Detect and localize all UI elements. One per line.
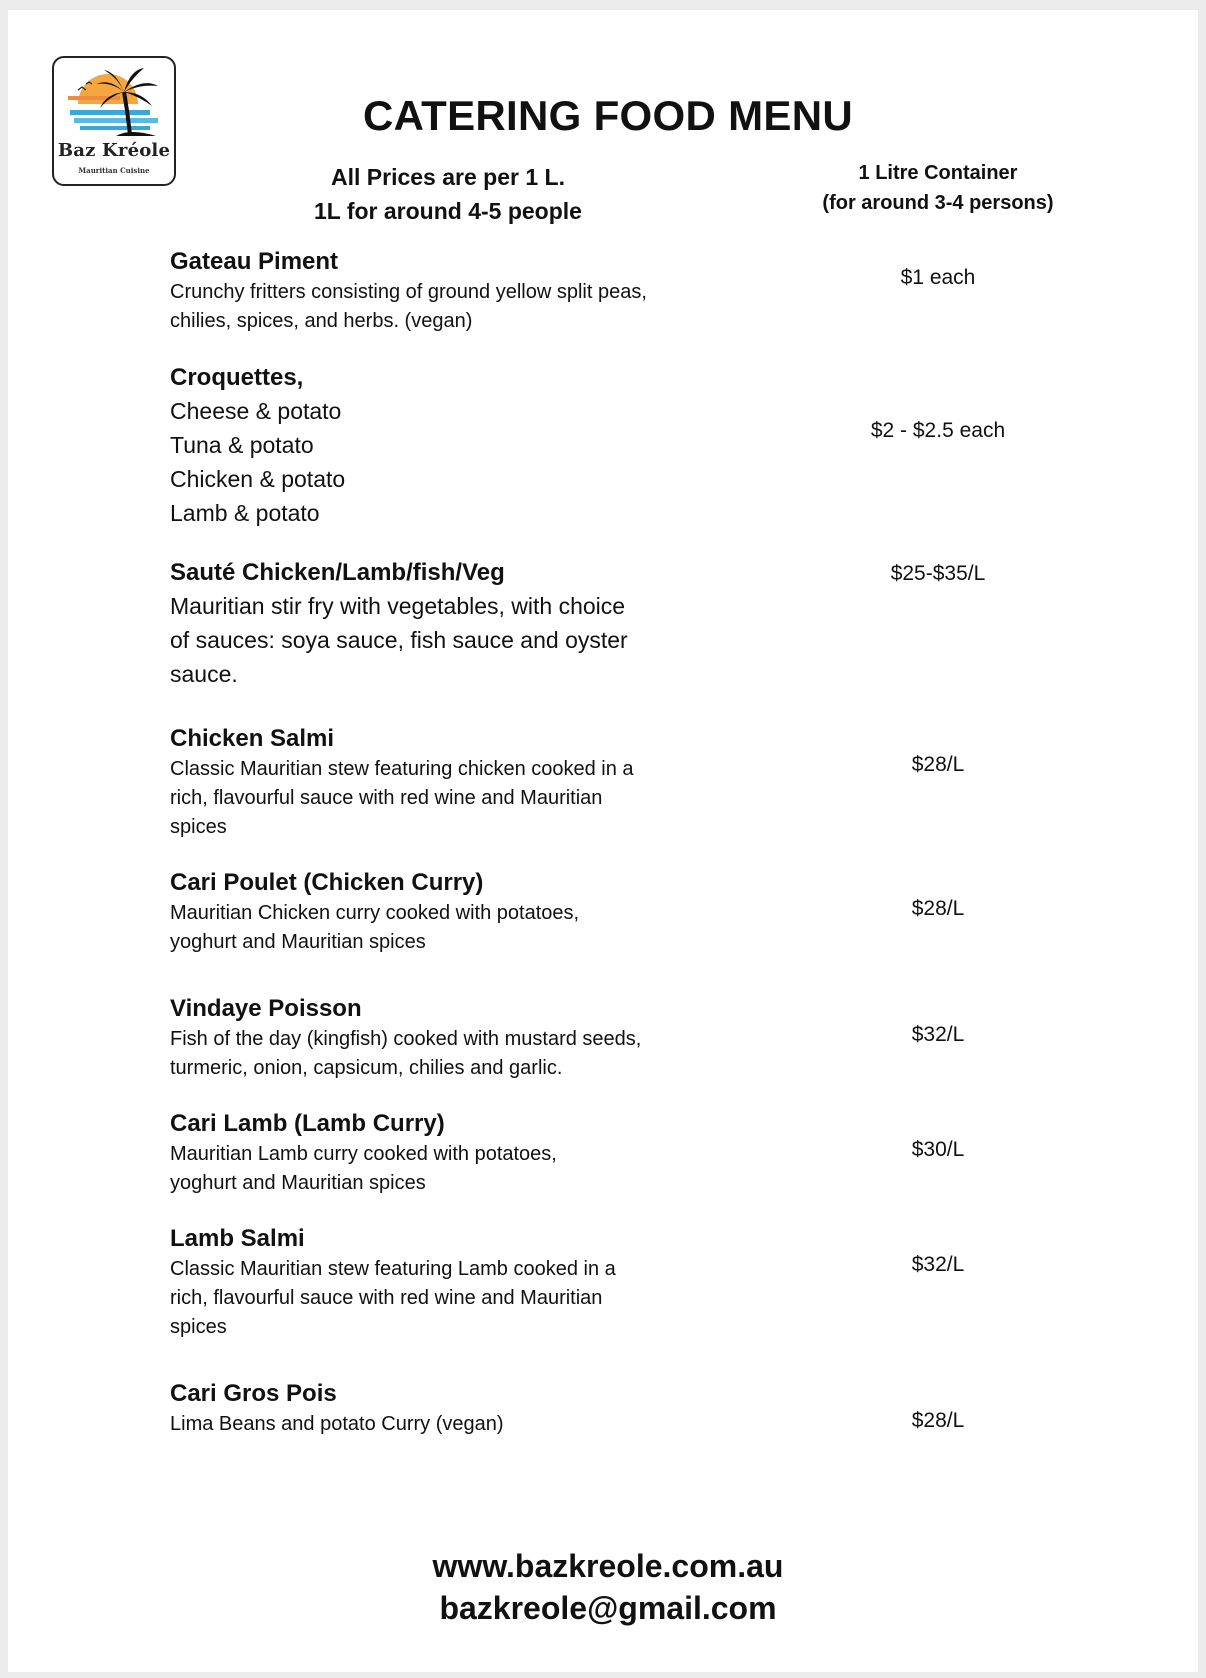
menu-item-name: Gateau Piment [170,248,339,275]
container-note-line2: (for around 3-4 persons) [822,192,1054,214]
menu-item [170,1108,730,1198]
palm-sunset-icon [64,66,164,142]
menu-page [8,10,1198,1672]
logo-brand: Baz Kréole [57,140,171,161]
container-note [778,158,1098,218]
website-link[interactable]: www.bazkreole.com.au [432,1548,784,1584]
container-note-line1: 1 Litre Container [858,162,1018,184]
menu-item-desc: Mauritian stir fry with vegetables, with choice of sauces: soya sauce, fish sauce and oyster sauce. [170,593,628,687]
menu-item-desc: Classic Mauritian stew featuring Lamb cooked in a rich, flavourful sauce with red wine and Mauritian spices [170,1258,616,1338]
menu-item-price: $32/L [911,1253,965,1276]
menu-item [170,867,730,957]
menu-item-price: $25-$35/L [890,562,986,585]
email-link[interactable]: bazkreole@gmail.com [439,1590,777,1626]
menu-item-price: $28/L [911,1409,965,1432]
menu-item-name: Cari Poulet (Chicken Curry) [170,869,484,896]
menu-item-price: $1 each [900,266,976,289]
menu-item [170,362,730,530]
menu-item-name: Chicken Salmi [170,725,335,752]
menu-item [170,557,730,691]
menu-item-price: $28/L [911,753,965,776]
menu-item-price: $32/L [911,1023,965,1046]
menu-item-desc: Lima Beans and potato Curry (vegan) [170,1413,504,1435]
menu-item-name: Croquettes, [170,364,304,391]
menu-item-name: Cari Gros Pois [170,1380,337,1407]
menu-item [170,723,730,842]
menu-item [170,1223,730,1342]
pricing-note [268,160,628,228]
menu-item [170,246,730,336]
menu-item-name: Cari Lamb (Lamb Curry) [170,1110,445,1137]
menu-item-price: $30/L [911,1138,965,1161]
menu-item-price: $2 - $2.5 each [870,419,1006,442]
menu-item-name: Lamb Salmi [170,1225,305,1252]
logo-tagline: Mauritian Cuisine [78,166,150,175]
menu-item-name: Sauté Chicken/Lamb/fish/Veg [170,559,505,586]
pricing-note-line1: All Prices are per 1 L. [331,164,565,190]
menu-item-desc: Fish of the day (kingfish) cooked with mustard seeds, turmeric, onion, capsicum, chilies and garlic. [170,1028,642,1079]
menu-item-desc: Classic Mauritian stew featuring chicken cooked in a rich, flavourful sauce with red wine and Mauritian spices [170,758,634,838]
menu-item-price: $28/L [911,897,965,920]
menu-item-desc: Mauritian Lamb curry cooked with potatoes, yoghurt and Mauritian spices [170,1143,557,1194]
logo [52,56,176,186]
contact-footer [308,1545,908,1629]
pricing-note-line2: 1L for around 4-5 people [314,198,582,224]
menu-item [170,993,730,1083]
menu-item-desc: Crunchy fritters consisting of ground yellow split peas, chilies, spices, and herbs. (vegan) [170,281,647,332]
page-title: CATERING FOOD MENU [363,92,853,139]
menu-item-name: Vindaye Poisson [170,995,362,1022]
menu-item-desc: Mauritian Chicken curry cooked with potatoes, yoghurt and Mauritian spices [170,902,580,953]
menu-item [170,1378,730,1439]
menu-item-desc: Cheese & potato Tuna & potato Chicken & potato Lamb & potato [170,398,346,526]
